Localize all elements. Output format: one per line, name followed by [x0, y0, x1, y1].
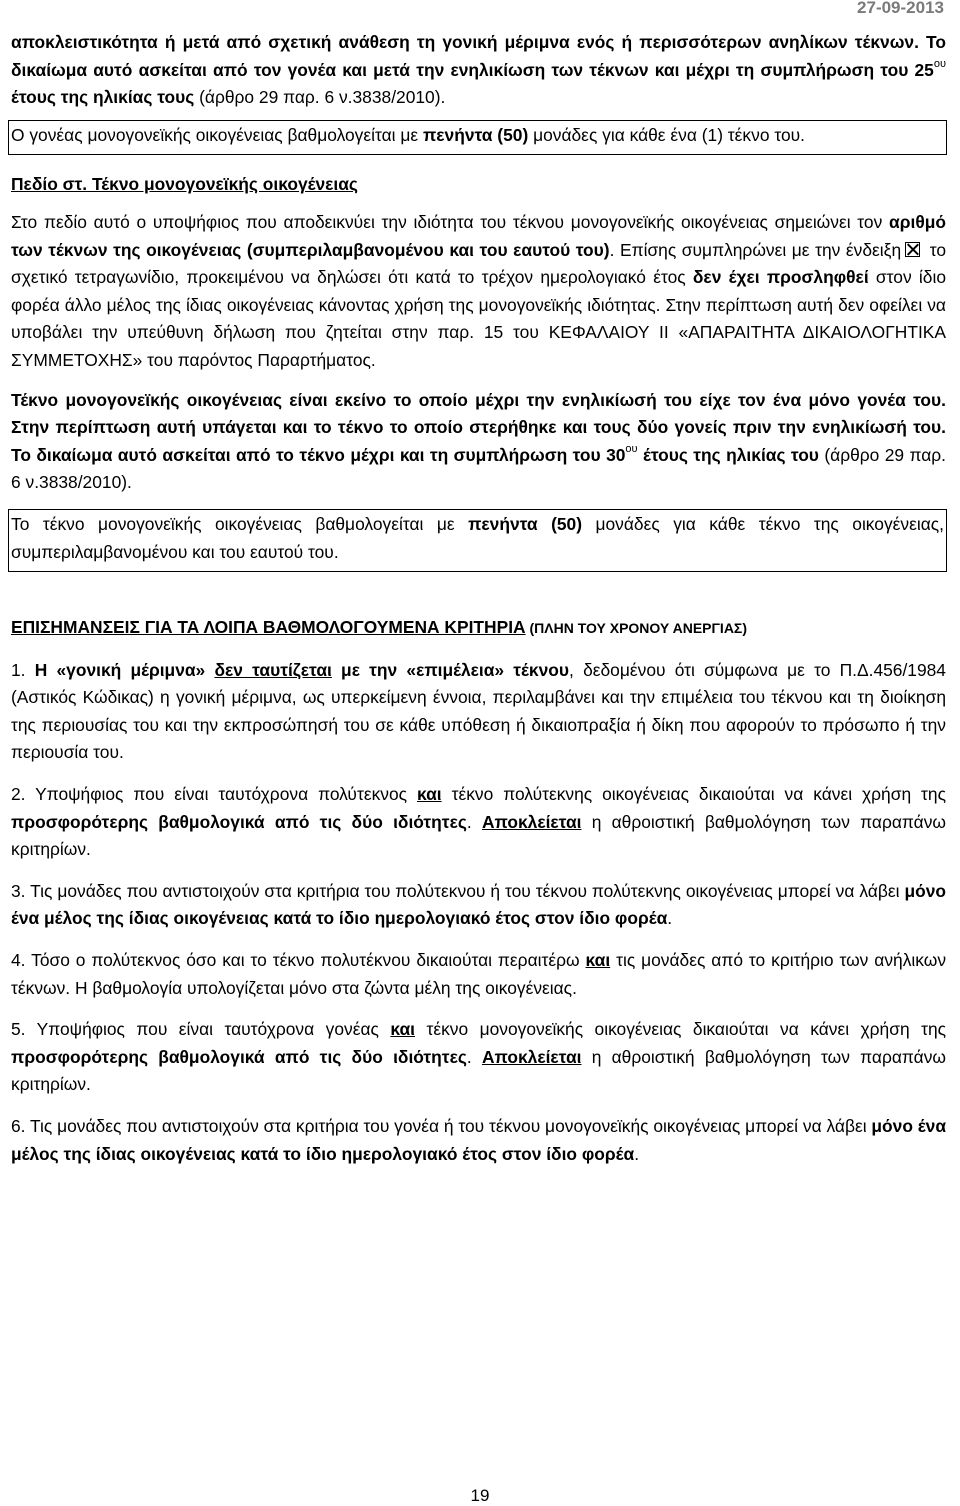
field-title: Πεδίο στ. Τέκνο μονογονεϊκής οικογένειας — [11, 174, 358, 195]
note-5 — [11, 1016, 946, 1099]
paragraph-parental-care — [11, 29, 946, 112]
text: μονάδες για κάθε τέκνο της οικογένειας, συμπεριλαμβανομένου και του εαυτού του. — [11, 513, 944, 562]
text-bold: έτους της ηλικίας τους — [11, 87, 195, 108]
superscript: ου — [625, 442, 638, 455]
boxed-score-parent — [8, 120, 947, 156]
text: Το τέκνο μονογονεϊκής οικογένειας βαθμολογείται με — [11, 513, 469, 534]
text: . — [667, 908, 673, 929]
text-bold-underline: και — [416, 784, 442, 805]
text: (άρθρο 29 παρ. 6 ν.3838/2010). — [194, 87, 446, 108]
text-bold: αριθμό των τέκνων της οικογένειας (συμπεριλαμβανομένου και του εαυτού του) — [11, 211, 946, 260]
text: μονάδες για κάθε ένα (1) τέκνο του. — [528, 124, 805, 145]
superscript: ου — [933, 57, 946, 70]
text-bold: προσφορότερης βαθμολογικά από τις δύο ιδιότητες — [11, 1046, 467, 1067]
text: η αθροιστική βαθμολόγηση των παραπάνω κριτηρίων. — [11, 1046, 946, 1095]
text: 4. Τόσο ο πολύτεκνος όσο και το τέκνο πολυτέκνου δικαιούται περαιτέρω — [11, 950, 586, 971]
text-bold: πενήντα (50) — [422, 124, 529, 145]
text: . Επίσης συμπληρώνει με την ένδειξη — [609, 239, 902, 260]
page-number: 19 — [470, 1486, 490, 1505]
text: 2. Υποψήφιος που είναι ταυτόχρονα πολύτεκνος — [11, 784, 417, 805]
text-bold: μόνο ένα μέλος της ίδιας οικογένειας κατά το ίδιο ημερολογιακό έτος στον ίδιο φορέα — [11, 1116, 947, 1164]
text: 5. Υποψήφιος που είναι ταυτόχρονα γονέας — [11, 1019, 391, 1040]
text: 1. — [11, 659, 35, 680]
text: τις μονάδες από το κριτήριο των ανήλικων τέκνων. Η βαθμολογία υπολογίζεται μόνο στα ζώντα μέλη της οικογένειας. — [11, 950, 947, 998]
text: , δεδομένου ότι σύμφωνα με το Π.Δ.456/1984 (Αστικός Κώδικας) η γονική μέριμνα, ως υπερκείμενη έννοια, περιλαμβάνει και την επιμέλεια του τέκνου και τη διοίκηση της περιουσίας του και την εκπροσώπησή του σε κάθε υπόθεση ή δικαιοπραξία ή δίκη που αφορούν το πρόσωπο ή την περιουσία του. — [11, 659, 946, 763]
text: Ο γονέας μονογονεϊκής οικογένειας βαθμολογείται με — [11, 124, 423, 145]
text-bold: δεν έχει προσληφθεί — [692, 267, 869, 288]
text-bold: προσφορότερης βαθμολογικά από τις δύο ιδιότητες — [11, 811, 467, 832]
note-1 — [11, 657, 946, 767]
text-bold: πενήντα (50) — [468, 513, 582, 534]
text-bold: αποκλειστικότητα ή μετά από σχετική ανάθεση τη γονική μέριμνα ενός ή περισσότερων ανηλίκων τέκνων. Το δικαίωμα αυτό ασκείται από τον γονέα και μετά την ενηλικίωση των τέκνων και μέχρι τη συμπλήρωση του 25 — [11, 32, 946, 80]
checkbox-x-icon — [905, 242, 920, 257]
text-bold-underline: και — [390, 1019, 415, 1040]
page-content — [11, 29, 946, 1168]
text-bold: Η «γονική μέριμνα» — [34, 659, 215, 680]
text: στον ίδιο φορέα άλλο μέλος της ίδιας οικογένειας κάνοντας χρήση της μονογονεϊκής ιδιότητας. Στην περίπτωση αυτή δεν οφείλει να υποβάλει την υπεύθυνη δήλωση που ζητείται στην παρ. 15 του ΚΕΦΑΛΑΙΟΥ ΙΙ «ΑΠΑΡΑΙΤΗΤΑ ΔΙΚΑΙΟΛΟΓΗΤΙΚΑ ΣΥΜΜΕΤΟΧΗΣ» του παρόντος Παραρτήματος. — [11, 267, 946, 370]
text: η αθροιστική βαθμολόγηση των παραπάνω κριτηρίων. — [11, 811, 946, 860]
note-3 — [11, 878, 946, 933]
text: . — [634, 1143, 640, 1164]
text-bold: Τέκνο μονογονεϊκής οικογένειας είναι εκείνο το οποίο μέχρι την ενηλικίωσή του είχε τον ένα μόνο γονέα του. Στην περίπτωση αυτή υπάγεται και το τέκνο το οποίο στερήθηκε και τους δύο γονείς πριν την ενηλικίωσή του. Το δικαίωμα αυτό ασκείται από το τέκνο μέχρι και τη συμπλήρωση του 30 — [11, 389, 946, 465]
text-bold: έτους της ηλικίας του — [637, 444, 819, 465]
text-bold-underline: δεν ταυτίζεται — [214, 659, 332, 680]
text: τέκνο μονογονεϊκής οικογένειας δικαιούται να κάνει χρήση της — [415, 1019, 946, 1040]
text-bold-underline: και — [585, 950, 611, 971]
text: 3. Τις μονάδες που αντιστοιχούν στα κριτήρια του πολύτεκνου ή του τέκνου πολύτεκνης οικογένειας μπορεί να λάβει — [11, 880, 905, 901]
text: 6. Τις μονάδες που αντιστοιχούν στα κριτήρια του γονέα ή του τέκνου μονογονεϊκής οικογένειας μπορεί να λάβει — [11, 1116, 872, 1136]
text: . — [466, 1046, 482, 1067]
text: . — [466, 811, 482, 832]
paragraph-definition — [11, 387, 946, 497]
boxed-score-child — [8, 509, 947, 572]
text: Στο πεδίο αυτό ο υποψήφιος που αποδεικνύει την ιδιότητα του τέκνου μονογονεϊκής οικογένειας σημειώνει τον — [11, 211, 890, 232]
text: το σχετικό τετραγωνίδιο, προκειμένου να δηλώσει ότι κατά το τρέχον ημερολογιακό έτος — [11, 239, 946, 288]
note-6 — [11, 1113, 946, 1168]
text-bold: μόνο ένα μέλος της ίδιας οικογένειας κατά το ίδιο ημερολογιακό έτος στον ίδιο φορέα — [11, 880, 946, 929]
text: (άρθρο 29 παρ. 6 ν.3838/2010). — [11, 444, 947, 493]
notes-title — [11, 614, 946, 643]
text-bold-underline: Αποκλείεται — [481, 1046, 582, 1067]
text-bold-underline: Αποκλείεται — [481, 811, 582, 832]
text: τέκνο πολύτεκνης οικογένειας δικαιούται να κάνει χρήση της — [441, 784, 946, 805]
paragraph-field-instructions — [11, 209, 946, 375]
note-4 — [11, 947, 946, 1002]
notes-title-main: ΕΠΙΣΗΜΑΝΣΕΙΣ ΓΙΑ ΤΑ ΛΟΙΠΑ ΒΑΘΜΟΛΟΓΟΥΜΕΝΑ ΚΡΙΤΗΡΙΑ — [11, 617, 526, 638]
text-bold: με την «επιμέλεια» τέκνου — [331, 659, 570, 680]
note-2 — [11, 781, 946, 864]
header-date: 27-09-2013 — [857, 0, 944, 17]
notes-title-sub: (ΠΛΗΝ ΤΟΥ ΧΡΟΝΟΥ ΑΝΕΡΓΙΑΣ) — [525, 620, 747, 637]
